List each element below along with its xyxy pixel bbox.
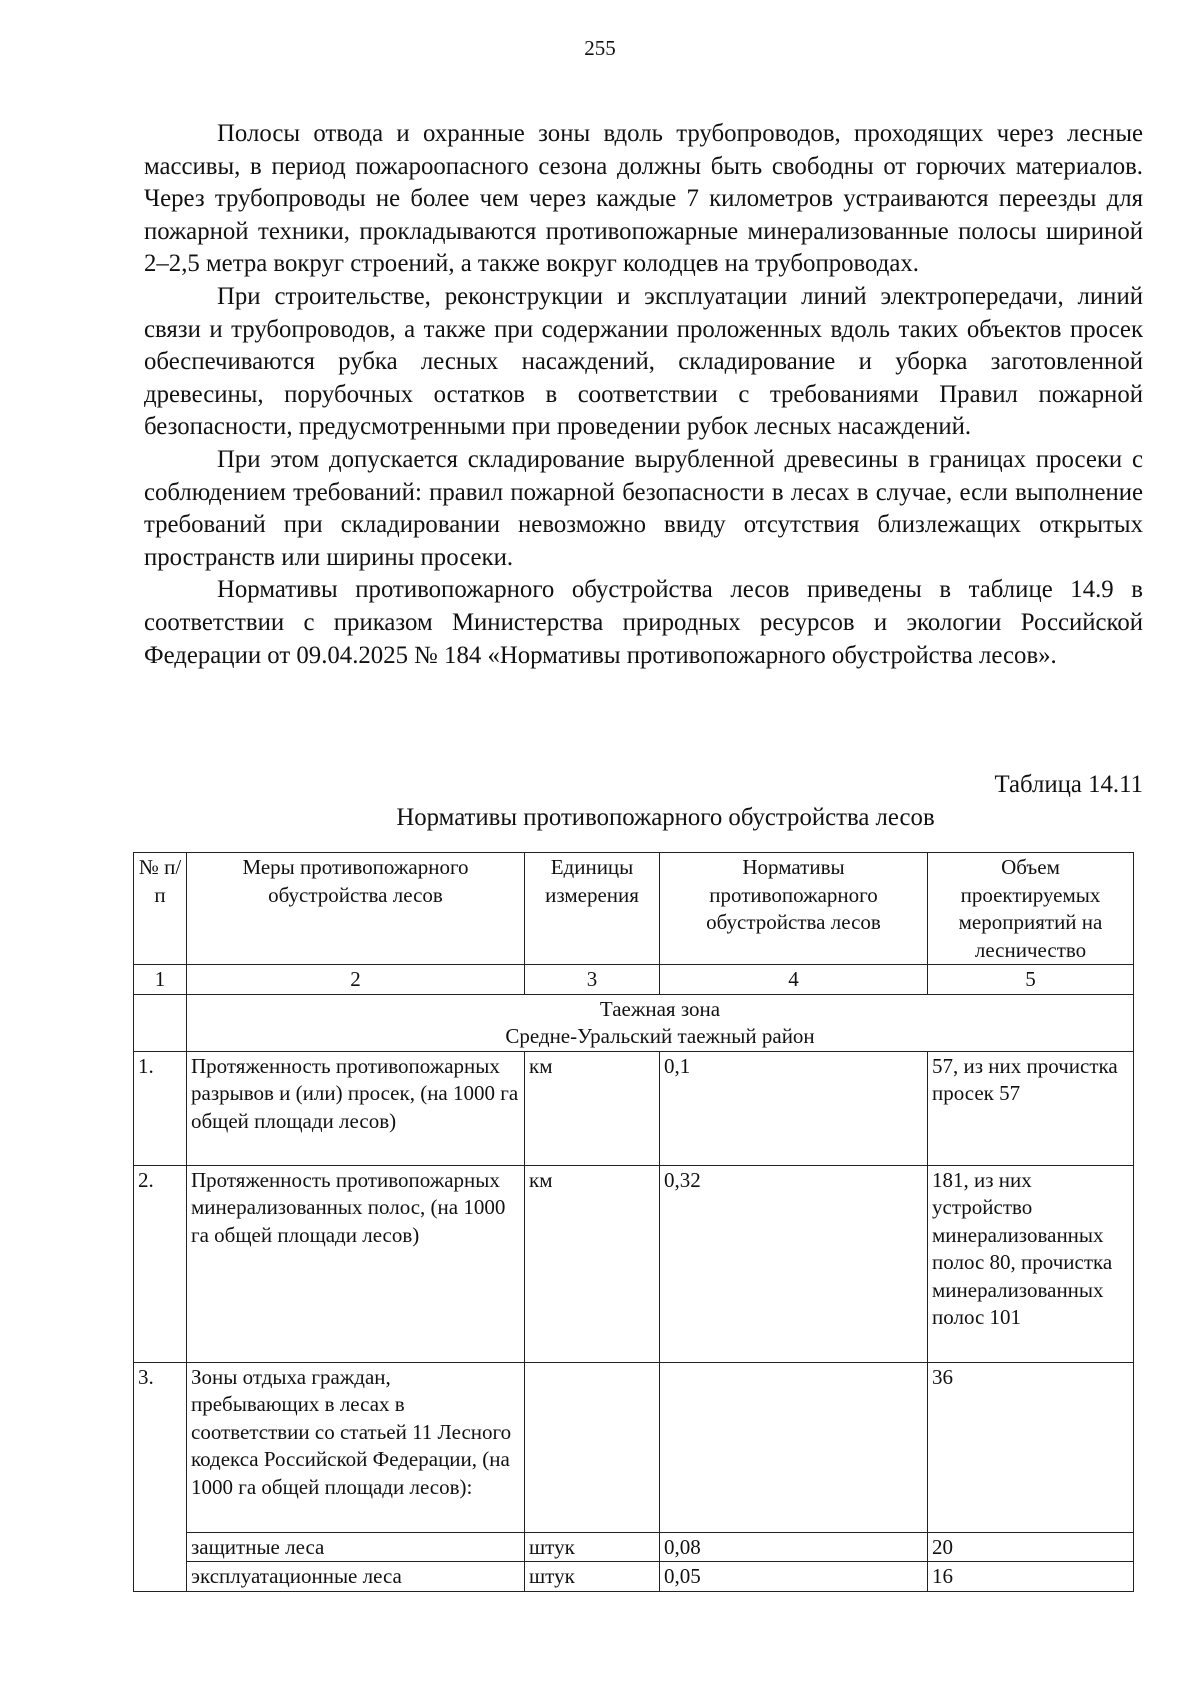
row-unit: км: [525, 1165, 660, 1362]
paragraph: Нормативы противопожарного обустройства лесов приведены в таблице 14.9 в соответствии с приказом Министерства природных ресурсов и экологии Российской Федерации от 09.04.2025 № 184 «Нормативы противопожарного обустройства лесов».: [144, 576, 1143, 669]
row-number: 2.: [134, 1165, 187, 1362]
header-volume: Объем проектируемых мероприятий на лесничество: [928, 853, 1134, 965]
column-number-row: [134, 965, 1134, 995]
row-volume: 57, из них прочистка просек 57: [928, 1051, 1134, 1165]
table-row: [134, 1165, 1134, 1362]
subrow-unit: штук: [525, 1532, 660, 1562]
table-subrow: [134, 1562, 1134, 1592]
header-norm: Нормативы противопожарного обустройства лесов: [660, 853, 928, 965]
column-number: 3: [525, 965, 660, 995]
table-row: [134, 1051, 1134, 1165]
paragraph: При этом допускается складирование вырубленной древесины в границах просеки с соблюдением требований: правил пожарной безопасности в лесах в случае, если выполнение требований при складировании невозможно ввиду отсутствия близлежащих открытых пространств или ширины просеки.: [144, 445, 1143, 571]
column-number: 1: [134, 965, 187, 995]
paragraph: При строительстве, реконструкции и эксплуатации линий электропередачи, линий связи и трубопроводов, а также при содержании проложенных вдоль таких объектов просек обеспечиваются рубка лесных насаждений, складирование и уборка заготовленной древесины, порубочных остатков в соответствии с требованиями Правил пожарной безопасности, предусмотренными при проведении рубок лесных насаждений.: [144, 282, 1143, 441]
table-row: [134, 1362, 1134, 1532]
column-number: 5: [928, 965, 1134, 995]
subrow-volume: 16: [928, 1562, 1134, 1592]
subrow-unit: штук: [525, 1562, 660, 1592]
column-number: 4: [660, 965, 928, 995]
table-subrow: [134, 1532, 1134, 1562]
table-number-label: Таблица 14.11: [994, 771, 1143, 798]
row-measure: Протяженность противопожарных разрывов и (или) просек, (на 1000 га общей площади лесов): [187, 1051, 525, 1165]
row-unit: км: [525, 1051, 660, 1165]
row-number: 3.: [134, 1362, 187, 1591]
norms-table: [133, 852, 1134, 1592]
region-name: Средне-Уральский таежный район: [505, 1024, 815, 1048]
row-norm: [660, 1362, 928, 1532]
row-number: 1.: [134, 1051, 187, 1165]
subrow-measure: эксплуатационные леса: [187, 1562, 525, 1592]
row-volume: 36: [928, 1362, 1134, 1532]
header-unit: Единицы измерения: [525, 853, 660, 965]
zone-heading: [187, 994, 1134, 1051]
row-unit: [525, 1362, 660, 1532]
paragraph: Полосы отвода и охранные зоны вдоль трубопроводов, проходящих через лесные массивы, в период пожароопасного сезона должны быть свободны от горючих материалов. Через трубопроводы не более чем через каждые 7 километров устраиваются переезды для пожарной техники, прокладываются противопожарные минерализованные полосы шириной 2–2,5 метра вокруг строений, а также вокруг колодцев на трубопроводах.: [144, 120, 1143, 278]
row-norm: 0,1: [660, 1051, 928, 1165]
subrow-volume: 20: [928, 1532, 1134, 1562]
page-number: 255: [584, 36, 616, 60]
zone-name: Таежная зона: [599, 996, 721, 1021]
header-measure: Меры противопожарного обустройства лесов: [187, 853, 525, 965]
zone-row: [134, 994, 1134, 1051]
row-measure: Протяженность противопожарных минерализованных полос, (на 1000 га общей площади лесов): [187, 1165, 525, 1362]
row-norm: 0,32: [660, 1165, 928, 1362]
table-header-row: [134, 853, 1134, 965]
subrow-norm: 0,05: [660, 1562, 928, 1592]
body-text: [144, 118, 1143, 672]
row-volume: 181, из них устройство минерализованных полос 80, прочистка минерализованных полос 101: [928, 1165, 1134, 1362]
table-title: Нормативы противопожарного обустройства лесов: [396, 804, 935, 831]
header-number: № п/п: [134, 853, 187, 965]
column-number: 2: [187, 965, 525, 995]
empty-cell: [134, 994, 187, 1051]
row-measure: Зоны отдыха граждан, пребывающих в лесах в соответствии со статьей 11 Лесного кодекса Российской Федерации, (на 1000 га общей площади лесов):: [187, 1362, 525, 1532]
subrow-norm: 0,08: [660, 1532, 928, 1562]
subrow-measure: защитные леса: [187, 1532, 525, 1562]
